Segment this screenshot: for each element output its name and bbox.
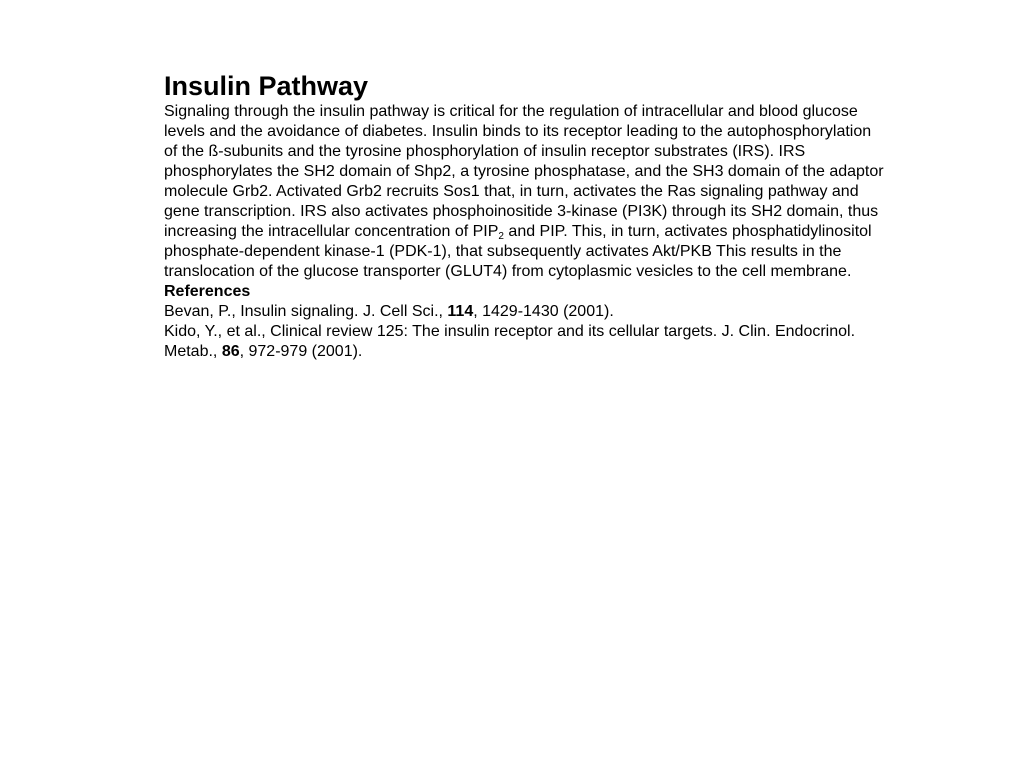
page-title: Insulin Pathway	[164, 71, 369, 101]
reference-1-volume: 114	[447, 303, 474, 320]
reference-2-pages: , 972-979 (2001).	[239, 343, 363, 360]
reference-item-2	[164, 322, 884, 362]
body-paragraph	[164, 102, 884, 282]
reference-2-volume: 86	[221, 343, 240, 360]
reference-item-1	[164, 302, 884, 322]
document-content	[164, 70, 884, 362]
pip2-subscript: 2	[498, 231, 504, 242]
paragraph-text-part-1: Signaling through the insulin pathway is critical for the regulation of intracellular and blood glucose levels and the avoidance of diabetes. Insulin binds to its receptor leading to the autophosphorylation of the ß-subunits and the tyrosine phosphorylation of insulin receptor substrates (IRS). IRS phosphorylates the SH2 domain of Shp2, a tyrosine phosphatase, and the SH3 domain of the adaptor molecule Grb2. Activated Grb2 recruits Sos1 that, in turn, activates the Ras signaling pathway and gene transcription. IRS also activates phosphoinositide 3-kinase (PI3K) through its SH2 domain, thus increasing the intracellular concentration of PIP	[164, 103, 884, 240]
paragraph-text-part-2: and PIP. This, in turn, activates phosphatidylinositol phosphate-dependent kinase-1 (PDK-1), that subsequently activates Akt/PKB This results in the translocation of the glucose transporter (GLUT4) from cytoplasmic vesicles to the cell membrane.	[164, 223, 872, 280]
reference-2-citation: Kido, Y., et al., Clinical review 125: The insulin receptor and its cellular targets. J. Clin. Endocrinol. Metab.,	[164, 323, 856, 360]
references-heading: References	[164, 283, 251, 300]
reference-1-citation: Bevan, P., Insulin signaling. J. Cell Sci.,	[164, 303, 448, 320]
reference-1-pages: , 1429-1430 (2001).	[473, 303, 614, 320]
